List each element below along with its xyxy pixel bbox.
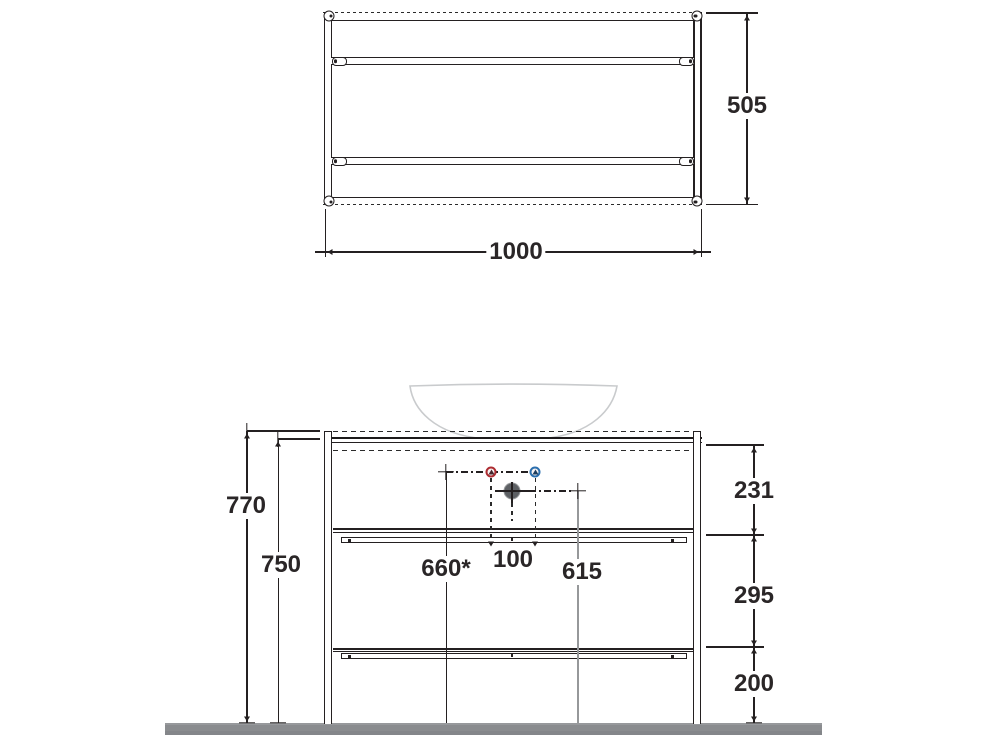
screw-icon bbox=[332, 57, 347, 67]
drain-centerline-vertical bbox=[577, 491, 579, 723]
dim-arrow-icon bbox=[751, 528, 757, 533]
dim-arrow-icon bbox=[244, 716, 250, 721]
dim-arrow-icon bbox=[744, 15, 750, 20]
groove-clip-icon bbox=[671, 655, 674, 658]
dim-arrow-icon bbox=[751, 648, 757, 653]
dim-arrow-icon bbox=[694, 249, 699, 255]
corner-fitting-icon bbox=[324, 11, 335, 22]
drain-dashed-below bbox=[511, 503, 512, 521]
groove-clip-icon bbox=[671, 539, 674, 542]
dim-770-ext bbox=[247, 430, 320, 431]
dim-770-line bbox=[246, 431, 247, 723]
dim-arrow-icon bbox=[751, 640, 757, 645]
drain-dashdot-line bbox=[529, 490, 571, 491]
dim-cross-icon bbox=[270, 722, 286, 723]
floor-line bbox=[165, 723, 822, 735]
dim-label-drain-height: 615 bbox=[559, 559, 605, 585]
corner-fitting-icon bbox=[692, 196, 703, 207]
drawer1-second-line bbox=[333, 532, 693, 533]
plan-bottom-rail-line bbox=[331, 197, 694, 199]
worktop-hidden-top-line bbox=[333, 431, 693, 432]
screw-icon bbox=[679, 157, 694, 167]
dim-arrow-icon bbox=[328, 249, 333, 255]
worktop-front-edge bbox=[324, 437, 702, 443]
plan-top-edge-dashed bbox=[323, 12, 702, 13]
leg-left bbox=[324, 431, 332, 724]
plan-left-outer-line bbox=[324, 12, 326, 204]
plan-right-inner-line bbox=[693, 12, 695, 204]
drawer1-top-line bbox=[333, 528, 693, 530]
plan-right-outer-line bbox=[700, 12, 702, 204]
groove-center-mark bbox=[511, 654, 513, 657]
plan-cross-rail-2 bbox=[331, 157, 694, 166]
groove-clip-icon bbox=[348, 655, 351, 658]
supply-cross-marker bbox=[445, 464, 446, 480]
dim-1000-ext-right bbox=[701, 209, 702, 257]
plan-bottom-edge-dashed bbox=[323, 204, 702, 205]
dim-1000-ext-left bbox=[325, 209, 326, 257]
dim-arrow-icon bbox=[275, 441, 281, 446]
hot-water-icon bbox=[486, 467, 497, 478]
dim-750-line bbox=[278, 439, 279, 723]
supply-centerline-vertical bbox=[446, 472, 447, 723]
plan-top-rail-line bbox=[331, 20, 694, 22]
drawer1-handle-groove bbox=[341, 537, 687, 543]
dim-chain-ext-1 bbox=[706, 444, 764, 445]
dim-label-width: 1000 bbox=[486, 239, 545, 265]
dim-arrow-icon bbox=[244, 433, 250, 438]
dim-750-ext bbox=[278, 438, 320, 439]
cold-hole-dashed-line bbox=[535, 478, 536, 541]
dim-cross-icon bbox=[746, 722, 762, 723]
dim-arrow-icon bbox=[751, 447, 757, 452]
groove-clip-icon bbox=[348, 539, 351, 542]
hot-hole-dashed-line bbox=[490, 478, 491, 541]
drawer2-handle-groove bbox=[341, 653, 687, 659]
dim-label-total-height: 770 bbox=[223, 493, 269, 519]
cold-water-icon bbox=[530, 467, 541, 478]
dim-label-section-middle: 295 bbox=[731, 583, 777, 609]
plan-cross-rail-1 bbox=[331, 57, 694, 66]
corner-fitting-icon bbox=[324, 196, 335, 207]
groove-center-mark bbox=[511, 538, 513, 541]
dim-label-depth: 505 bbox=[724, 93, 770, 119]
dim-505-ext-bottom bbox=[706, 204, 758, 205]
dim-label-cabinet-height: 750 bbox=[258, 552, 304, 578]
drawer2-top-line bbox=[333, 648, 693, 650]
dim-label-supply-height: 660* bbox=[418, 556, 473, 582]
worktop-hidden-bottom-line bbox=[333, 450, 693, 451]
drain-cross-marker bbox=[577, 483, 578, 499]
drain-crosshair-v bbox=[511, 482, 512, 503]
dim-505-ext-top bbox=[706, 12, 758, 13]
corner-fitting-icon bbox=[692, 11, 703, 22]
dim-arrow-icon bbox=[744, 197, 750, 202]
plan-left-inner-line bbox=[331, 12, 333, 204]
screw-icon bbox=[332, 157, 347, 167]
dim-label-hole-spacing: 100 bbox=[490, 547, 536, 573]
dim-cross-icon bbox=[239, 722, 255, 723]
dim-arrow-icon bbox=[751, 716, 757, 721]
dim-arrow-icon bbox=[751, 536, 757, 541]
screw-icon bbox=[679, 57, 694, 67]
dim-label-section-top: 231 bbox=[731, 478, 777, 504]
leg-right bbox=[693, 431, 701, 724]
vessel-basin bbox=[404, 379, 622, 445]
dim-label-section-bottom: 200 bbox=[731, 671, 777, 697]
